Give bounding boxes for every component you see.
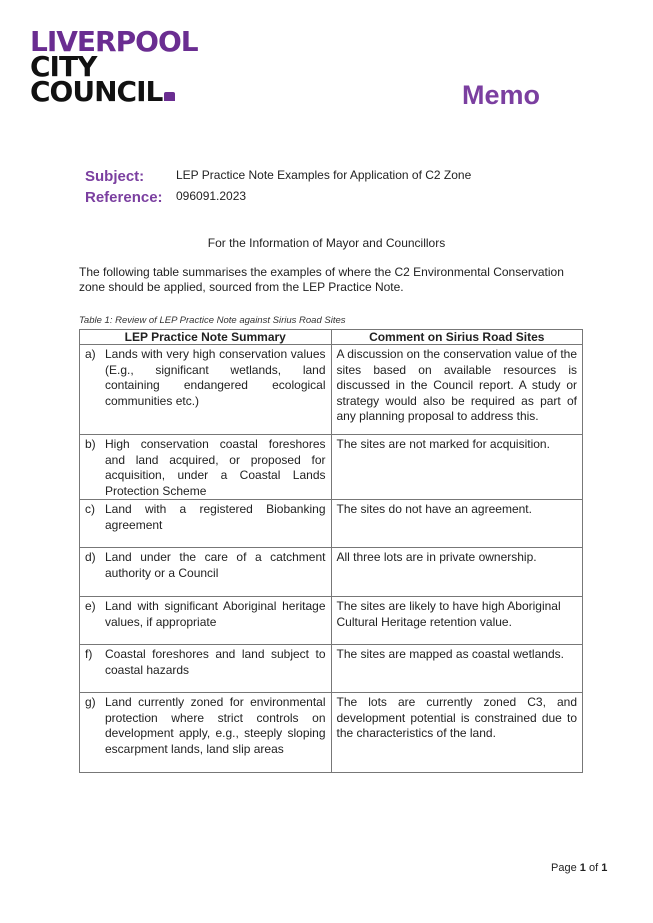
- summary-cell: [80, 435, 332, 500]
- table-row: [80, 345, 583, 435]
- row-letter: e): [85, 599, 96, 613]
- summary-cell: [80, 548, 332, 597]
- summary-text: Land with a registered Biobanking agreement: [105, 502, 326, 532]
- summary-cell: [80, 597, 332, 645]
- table-row: [80, 645, 583, 693]
- table-row: [80, 693, 583, 773]
- table-row: [80, 597, 583, 645]
- reference-label: Reference:: [85, 189, 163, 206]
- comment-cell: The lots are currently zoned C3, and development potential is constrained due to the characteristics of the land.: [331, 693, 583, 773]
- intro-paragraph: The following table summarises the examples of where the C2 Environmental Conservation zone should be applied, sourced from the LEP Practice Note.: [79, 265, 564, 294]
- row-letter: d): [85, 550, 96, 564]
- table-header-row: [80, 330, 583, 345]
- comment-cell: A discussion on the conservation value of the sites based on available resources is discussed in the Council report. A study or strategy would also be required as part of any planning proposal to address this.: [331, 345, 583, 435]
- row-letter: c): [85, 502, 95, 516]
- footer-of-word: of: [588, 862, 599, 874]
- logo-line-2: CITY: [30, 50, 97, 83]
- logo-line-1: LIVERPOOL: [30, 25, 198, 58]
- subject-label: Subject:: [85, 168, 145, 185]
- page-footer: [551, 862, 607, 874]
- comment-cell: The sites do not have an agreement.: [331, 500, 583, 548]
- logo-line-3-text: COUNCIL: [30, 75, 163, 108]
- row-letter: b): [85, 437, 96, 451]
- summary-text: High conservation coastal foreshores and land acquired, or proposed for acquisition, under a Coastal Lands Protection Scheme: [105, 437, 326, 498]
- logo-mark-icon: [164, 92, 175, 101]
- comment-cell: The sites are mapped as coastal wetlands.: [331, 645, 583, 693]
- summary-text: Coastal foreshores and land subject to coastal hazards: [105, 647, 326, 677]
- table-row: [80, 435, 583, 500]
- review-table: [79, 329, 583, 773]
- header-comment: Comment on Sirius Road Sites: [331, 330, 583, 345]
- summary-cell: [80, 645, 332, 693]
- row-letter: a): [85, 347, 96, 361]
- footer-total-pages: 1: [601, 862, 608, 874]
- table-caption: Table 1: Review of LEP Practice Note against Sirius Road Sites: [79, 315, 346, 326]
- summary-cell: [80, 345, 332, 435]
- summary-text: Land with significant Aboriginal heritage values, if appropriate: [105, 599, 326, 629]
- audience-line: For the Information of Mayor and Councillors: [207, 236, 446, 250]
- row-letter: g): [85, 695, 96, 709]
- comment-cell: The sites are likely to have high Aboriginal Cultural Heritage retention value.: [331, 597, 583, 645]
- summary-cell: [80, 693, 332, 773]
- summary-text: Land under the care of a catchment authority or a Council: [105, 550, 326, 580]
- footer-current-page: 1: [579, 862, 586, 874]
- document-type-title: Memo: [462, 80, 541, 110]
- summary-text: Lands with very high conservation values (E.g., significant wetlands, land containing endangered ecological communities etc.): [105, 347, 326, 408]
- subject-value: LEP Practice Note Examples for Application of C2 Zone: [176, 168, 472, 182]
- comment-cell: The sites are not marked for acquisition.: [331, 435, 583, 500]
- footer-page-word: Page: [551, 862, 577, 874]
- table-row: [80, 500, 583, 548]
- reference-value: 096091.2023: [176, 189, 247, 203]
- table-row: [80, 548, 583, 597]
- summary-cell: [80, 500, 332, 548]
- header-summary: LEP Practice Note Summary: [80, 330, 332, 345]
- row-letter: f): [85, 647, 93, 661]
- summary-text: Land currently zoned for environmental protection where strict controls on development apply, e.g., steeply sloping escarpment lands, land slip areas: [105, 695, 326, 756]
- council-logo: [30, 25, 198, 108]
- logo-line-3: [30, 75, 198, 108]
- comment-cell: All three lots are in private ownership.: [331, 548, 583, 597]
